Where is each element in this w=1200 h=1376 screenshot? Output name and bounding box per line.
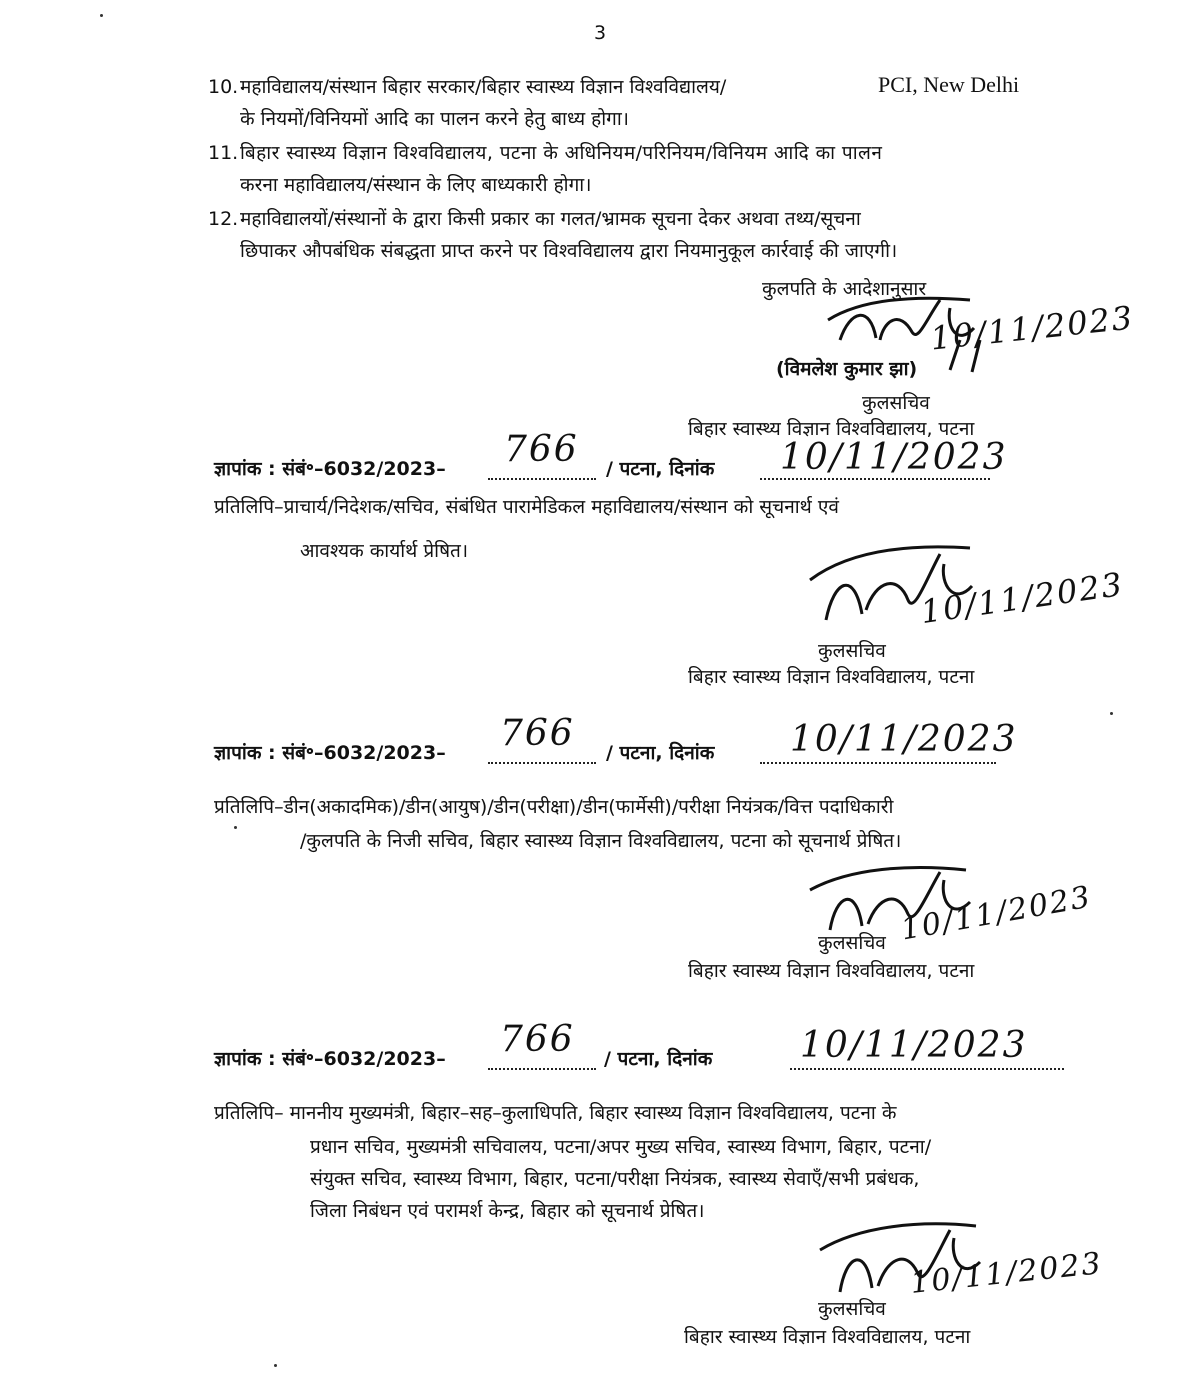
organization: बिहार स्वास्थ्य विज्ञान विश्वविद्यालय, पटना [688, 666, 975, 688]
dotted-line [488, 478, 596, 480]
clause-text: करना महाविद्यालय/संस्थान के लिए बाध्यकारी होगा। [240, 174, 592, 196]
memo-ref-label: ज्ञापांक : संबं॰–6032/2023– [214, 742, 446, 764]
dotted-line [760, 478, 990, 480]
copy-text: संयुक्त सचिव, स्वास्थ्य विभाग, बिहार, पटना/परीक्षा नियंत्रक, स्वास्थ्य सेवाएँ/सभी प्रबंधक, [310, 1168, 920, 1190]
copy-text: प्रधान सचिव, मुख्यमंत्री सचिवालय, पटना/अपर मुख्य सचिव, स्वास्थ्य विभाग, बिहार, पटना/ [310, 1136, 932, 1158]
clause-text: महाविद्यालय/संस्थान बिहार सरकार/बिहार स्वास्थ्य विज्ञान विश्वविद्यालय/ [240, 76, 727, 98]
scan-speck [100, 14, 103, 17]
signed-date: 10/11/2023 [908, 1246, 1105, 1301]
copy-text: प्रतिलिपि–डीन(अकादमिक)/डीन(आयुष)/डीन(परीक्षा)/डीन(फार्मेसी)/परीक्षा नियंत्रक/वित्त पदाधिकारी [214, 796, 894, 818]
signatory-name: (विमलेश कुमार झा) [776, 358, 918, 380]
organization: बिहार स्वास्थ्य विज्ञान विश्वविद्यालय, पटना [688, 418, 975, 440]
copy-text: /कुलपति के निजी सचिव, बिहार स्वास्थ्य विज्ञान विश्वविद्यालय, पटना को सूचनार्थ प्रेषित। [300, 830, 902, 852]
signed-date: 10/11/2023 [918, 564, 1127, 632]
dotted-line [760, 762, 996, 764]
clause-text: छिपाकर औपबंधिक संबद्धता प्राप्त करने पर विश्वविद्यालय द्वारा नियमानुकूल कार्रवाई की जाएगी। [240, 240, 898, 262]
clause-text: महाविद्यालयों/संस्थानों के द्वारा किसी प्रकार का गलत/भ्रामक सूचना देकर अथवा तथ्य/सूचना [240, 208, 861, 230]
clause-text: बिहार स्वास्थ्य विज्ञान विश्वविद्यालय, पटना के अधिनियम/परिनियम/विनियम आदि का पालन [240, 142, 883, 164]
designation: कुलसचिव [862, 392, 930, 414]
designation: कुलसचिव [818, 932, 886, 954]
memo-ref-number: 766 [500, 713, 575, 754]
copy-text: जिला निबंधन एवं परामर्श केन्द्र, बिहार को सूचनार्थ प्रेषित। [310, 1200, 705, 1222]
clause-number: 12. [208, 208, 239, 230]
organization: बिहार स्वास्थ्य विज्ञान विश्वविद्यालय, पटना [684, 1326, 971, 1348]
memo-place-label: / पटना, दिनांक [604, 1048, 713, 1070]
signed-date: 10/11/2023 [898, 879, 1095, 948]
memo-date: 10/11/2023 [780, 437, 1008, 478]
dotted-line [488, 762, 596, 764]
scan-speck [234, 826, 237, 829]
scan-speck [274, 1364, 277, 1367]
clause-text: के नियमों/विनियमों आदि का पालन करने हेतु बाध्य होगा। [240, 108, 630, 130]
copy-text: आवश्यक कार्यार्थ प्रेषित। [300, 540, 469, 562]
signed-date: 10/11/2023 [928, 298, 1136, 358]
copy-text: प्रतिलिपि– माननीय मुख्यमंत्री, बिहार–सह–कुलाधिपति, बिहार स्वास्थ्य विज्ञान विश्वविद्यालय, पटना के [214, 1102, 897, 1124]
by-order-text: कुलपति के आदेशानुसार [762, 278, 927, 300]
clause-number: 11. [208, 142, 239, 164]
designation: कुलसचिव [818, 1298, 886, 1320]
scan-speck [1110, 712, 1113, 715]
memo-date: 10/11/2023 [800, 1025, 1028, 1066]
page-number: 3 [594, 22, 607, 44]
clause-number: 10. [208, 76, 239, 98]
memo-place-label: / पटना, दिनांक [606, 742, 715, 764]
dotted-line [790, 1068, 1064, 1070]
memo-ref-label: ज्ञापांक : संबं॰–6032/2023– [214, 458, 446, 480]
dotted-line [488, 1068, 596, 1070]
memo-ref-number: 766 [504, 429, 579, 470]
memo-place-label: / पटना, दिनांक [606, 458, 715, 480]
clause-text-english: PCI, New Delhi [878, 72, 1020, 97]
memo-ref-number: 766 [500, 1019, 575, 1060]
memo-ref-label: ज्ञापांक : संबं॰–6032/2023– [214, 1048, 446, 1070]
copy-text: प्रतिलिपि–प्राचार्य/निदेशक/सचिव, संबंधित पारामेडिकल महाविद्यालय/संस्थान को सूचनार्थ एवं [214, 496, 839, 518]
organization: बिहार स्वास्थ्य विज्ञान विश्वविद्यालय, पटना [688, 960, 975, 982]
memo-date: 10/11/2023 [790, 719, 1018, 760]
designation: कुलसचिव [818, 640, 886, 662]
